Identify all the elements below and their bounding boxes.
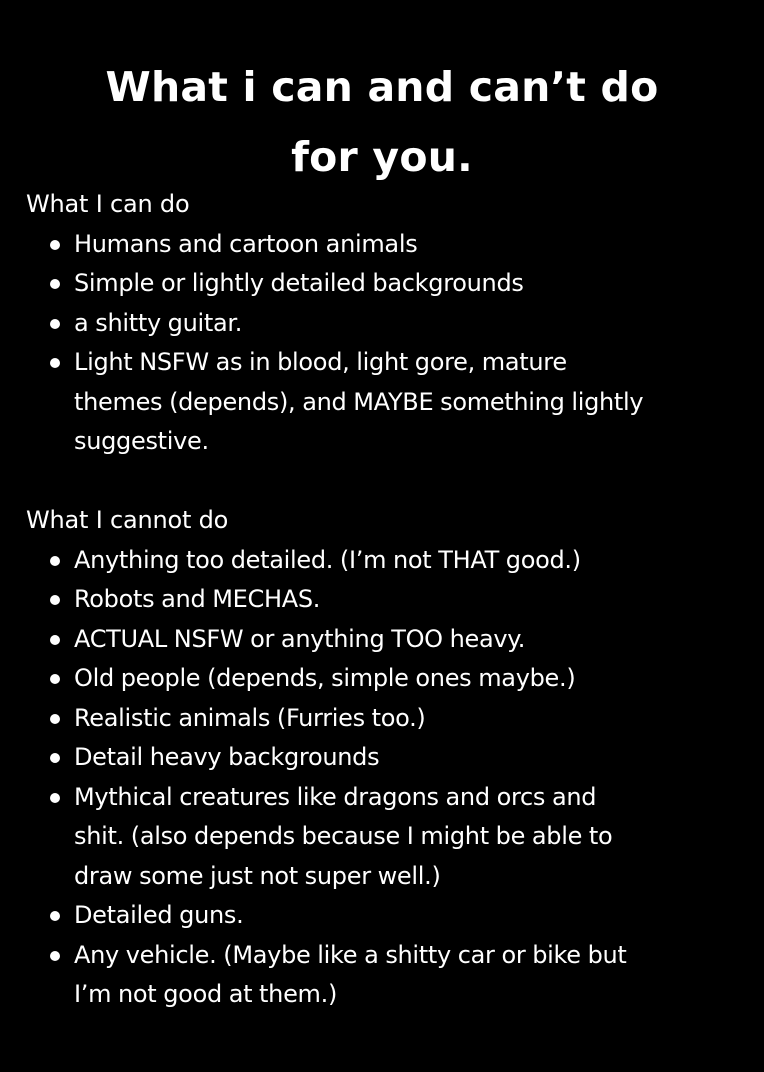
list-item-text: Light NSFW as in blood, light gore, mature themes (depends), and MAYBE something lightly suggestive. bbox=[74, 348, 644, 455]
list-item bbox=[26, 936, 738, 1015]
cannot-do-list bbox=[26, 541, 738, 1015]
page-title-line-1: What i can and can’t do bbox=[105, 63, 659, 111]
list-item bbox=[26, 264, 738, 304]
list-item-text: a shitty guitar. bbox=[74, 308, 243, 337]
list-item bbox=[26, 541, 738, 581]
list-item-text: Detail heavy backgrounds bbox=[74, 743, 380, 771]
list-item bbox=[26, 304, 738, 344]
bullet-icon bbox=[50, 358, 60, 368]
list-item-text: Realistic animals (Furries too.) bbox=[74, 703, 426, 732]
bullet-icon bbox=[50, 279, 60, 289]
list-item-text: Simple or lightly detailed backgrounds bbox=[74, 269, 524, 297]
list-item bbox=[26, 699, 738, 739]
list-item bbox=[26, 738, 738, 778]
bullet-icon bbox=[50, 911, 60, 921]
list-item-text: Anything too detailed. (I’m not THAT good.) bbox=[74, 545, 581, 574]
cannot-do-heading: What I cannot do bbox=[26, 506, 229, 534]
page-title bbox=[26, 52, 738, 192]
bullet-icon bbox=[50, 595, 60, 605]
list-item-text: Old people (depends, simple ones maybe.) bbox=[74, 664, 576, 692]
bullet-icon bbox=[50, 753, 60, 763]
list-item bbox=[26, 225, 738, 265]
bullet-icon bbox=[50, 714, 60, 724]
list-item-text: Detailed guns. bbox=[74, 901, 244, 929]
list-item bbox=[26, 659, 738, 699]
can-do-section bbox=[26, 185, 738, 462]
list-item bbox=[26, 343, 738, 462]
list-item bbox=[26, 580, 738, 620]
bullet-icon bbox=[50, 793, 60, 803]
can-do-list bbox=[26, 225, 738, 462]
page-title-line-2: for you. bbox=[291, 133, 473, 181]
can-do-heading: What I can do bbox=[26, 190, 190, 218]
list-item-text: Mythical creatures like dragons and orcs and shit. (also depends because I might be able to draw some just not super well.) bbox=[74, 782, 613, 890]
list-item-text: Any vehicle. (Maybe like a shitty car or bike but I’m not good at them.) bbox=[74, 940, 627, 1008]
list-item-text: Humans and cartoon animals bbox=[74, 229, 418, 258]
bullet-icon bbox=[50, 635, 60, 645]
list-item bbox=[26, 896, 738, 936]
list-item bbox=[26, 620, 738, 660]
list-item-text: Robots and MECHAS. bbox=[74, 585, 321, 613]
bullet-icon bbox=[50, 240, 60, 250]
bullet-icon bbox=[50, 674, 60, 684]
cannot-do-section bbox=[26, 501, 738, 1015]
bullet-icon bbox=[50, 951, 60, 961]
bullet-icon bbox=[50, 319, 60, 329]
list-item bbox=[26, 778, 738, 897]
list-item-text: ACTUAL NSFW or anything TOO heavy. bbox=[74, 624, 526, 653]
bullet-icon bbox=[50, 556, 60, 566]
